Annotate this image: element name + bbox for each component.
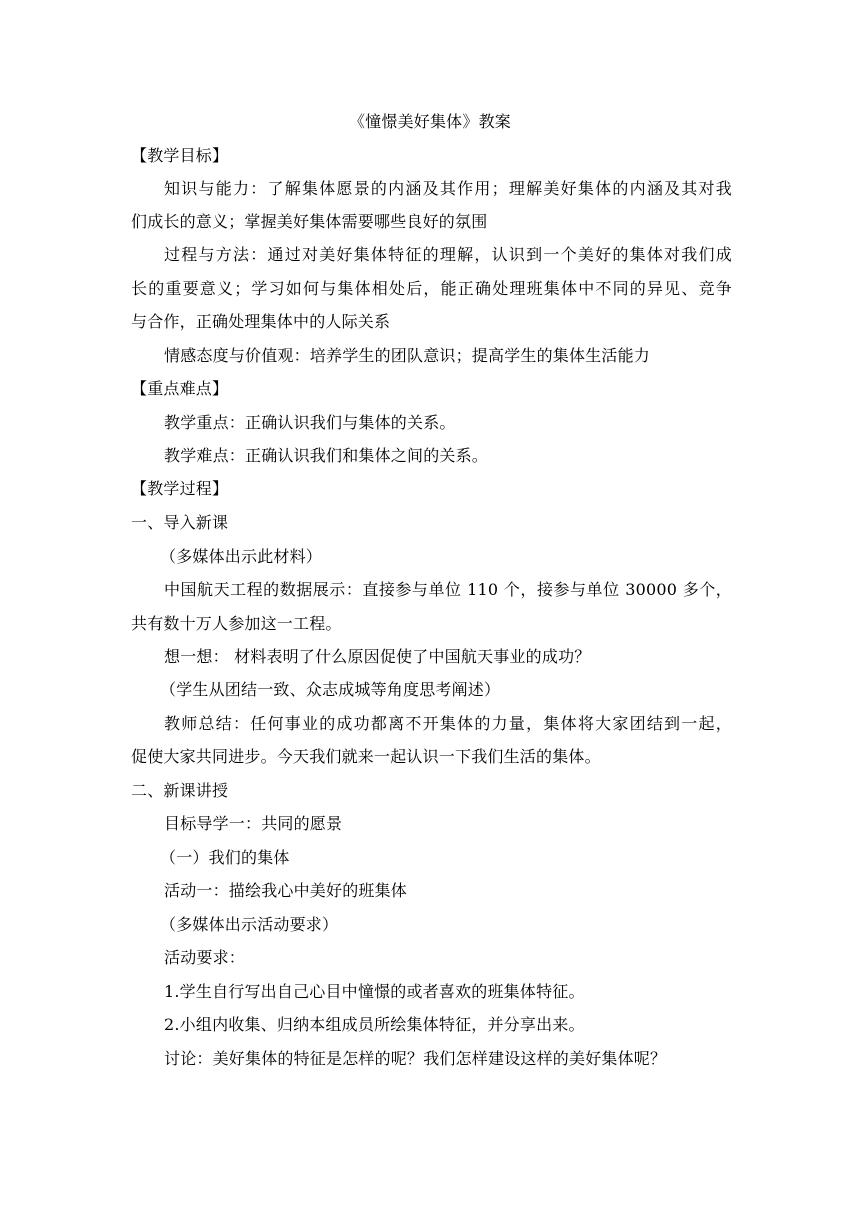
- paragraph-line: 长的重要意义；学习如何与集体相处后，能正确处理班集体中不同的异见、竞争: [131, 279, 732, 298]
- document-title: 《憧憬美好集体》教案: [348, 112, 511, 131]
- list-item: 1.学生自行写出自己心目中憧憬的或者喜欢的班集体特征。: [164, 982, 585, 1001]
- section-heading-process: 【教学过程】: [131, 479, 229, 498]
- subsection-heading: 一、导入新课: [131, 513, 229, 532]
- paragraph-line: 活动一：描绘我心中美好的班集体: [164, 881, 408, 900]
- paragraph-line: 情感态度与价值观：培养学生的团队意识；提高学生的集体生活能力: [164, 346, 651, 365]
- paragraph-line: 活动要求：: [164, 948, 246, 967]
- section-heading-objectives: 【教学目标】: [131, 146, 229, 165]
- section-heading-key-points: 【重点难点】: [131, 379, 229, 398]
- paragraph-line: 想一想： 材料表明了什么原因促使了中国航天事业的成功？: [164, 647, 591, 666]
- subsection-heading: 二、新课讲授: [131, 781, 229, 800]
- paragraph-line: 与合作，正确处理集体中的人际关系: [131, 312, 391, 331]
- paragraph-line: 过程与方法：通过对美好集体特征的理解，认识到一个美好的集体对我们成: [164, 245, 732, 264]
- paragraph-line: （学生从团结一致、众志成城等角度思考阐述）: [160, 680, 501, 699]
- paragraph-line: 教学重点：正确认识我们与集体的关系。: [164, 413, 456, 432]
- paragraph-line: 教师总结：任何事业的成功都离不开集体的力量，集体将大家团结到一起，: [164, 714, 732, 733]
- paragraph-line: 中国航天工程的数据展示：直接参与单位 110 个，接参与单位 30000 多个，: [164, 580, 732, 599]
- paragraph-line: 促使大家共同进步。今天我们就来一起认识一下我们生活的集体。: [131, 747, 601, 766]
- paragraph-line: （一）我们的集体: [160, 848, 290, 867]
- paragraph-line: （多媒体出示活动要求）: [160, 915, 339, 934]
- paragraph-line: 讨论：美好集体的特征是怎样的呢？我们怎样建设这样的美好集体呢？: [164, 1049, 667, 1068]
- paragraph-line: 目标导学一：共同的愿景: [164, 814, 343, 833]
- paragraph-line: 们成长的意义；掌握美好集体需要哪些良好的氛围: [131, 212, 488, 231]
- paragraph-line: 教学难点：正确认识我们和集体之间的关系。: [164, 446, 489, 465]
- paragraph-line: 知识与能力：了解集体愿景的内涵及其作用；理解美好集体的内涵及其对我: [164, 179, 732, 198]
- paragraph-line: 共有数十万人参加这一工程。: [131, 614, 342, 633]
- list-item: 2.小组内收集、归纳本组成员所绘集体特征，并分享出来。: [164, 1015, 585, 1034]
- paragraph-line: （多媒体出示此材料）: [160, 547, 323, 566]
